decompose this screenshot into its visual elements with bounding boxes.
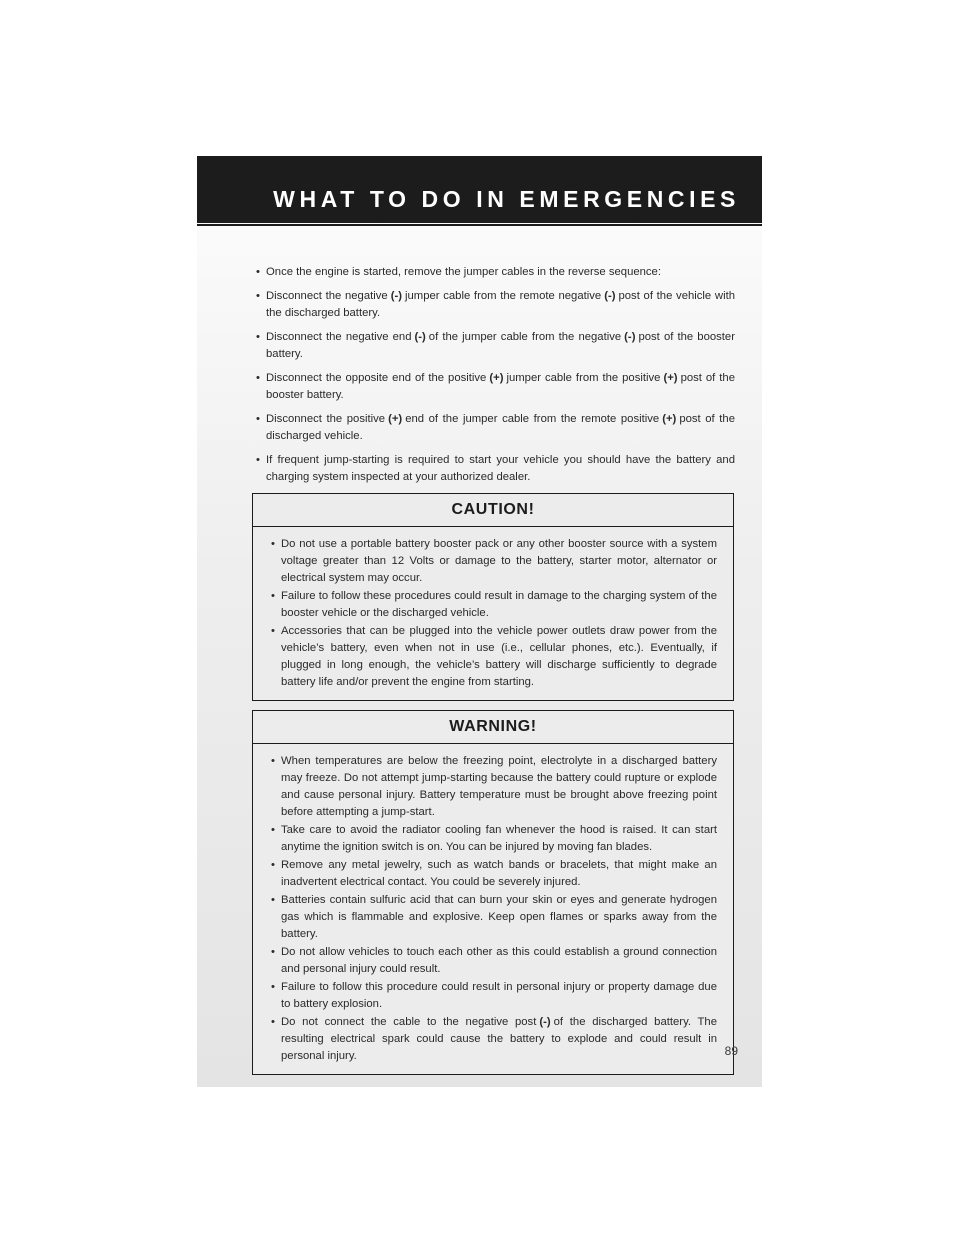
page-number: 89 — [724, 1044, 738, 1058]
polarity-symbol: (-) — [604, 290, 616, 302]
list-item — [254, 452, 735, 486]
section-title: WHAT TO DO IN EMERGENCIES — [273, 186, 740, 212]
bullet-icon: • — [271, 755, 275, 767]
list-item — [254, 329, 735, 363]
item-text: post of the booster battery. — [266, 331, 735, 360]
warning-list — [269, 753, 717, 1065]
bullet-icon: • — [271, 590, 275, 602]
item-text: of the jumper cable from the negative — [428, 331, 622, 343]
caution-title: CAUTION! — [253, 494, 733, 527]
bullet-icon: • — [256, 372, 260, 384]
item-text: Take care to avoid the radiator cooling fan whenever the hood is raised. It can start anytime the ignition switch is on. You can be injured by moving fan blades. — [281, 824, 717, 853]
list-item — [269, 944, 717, 978]
bullet-icon: • — [271, 981, 275, 993]
item-text: jumper cable from the positive — [506, 372, 661, 384]
list-item — [254, 370, 735, 404]
item-text: jumper cable from the remote negative — [405, 290, 602, 302]
item-text: end of the jumper cable from the remote positive — [405, 413, 660, 425]
item-text: Do not connect the cable to the negative post — [281, 1016, 537, 1028]
list-item — [269, 588, 717, 622]
item-text: post of the booster battery. — [266, 372, 735, 401]
caution-list — [269, 536, 717, 691]
polarity-symbol: (+) — [489, 372, 504, 384]
item-text: Disconnect the positive — [266, 413, 386, 425]
section-header — [197, 156, 762, 223]
bullet-icon: • — [271, 538, 275, 550]
bullet-icon: • — [271, 824, 275, 836]
item-text: post of the discharged vehicle. — [266, 413, 735, 442]
list-item — [269, 857, 717, 891]
manual-page — [197, 156, 762, 1087]
item-text: If frequent jump-starting is required to start your vehicle you should have the battery and charging system inspected at your authorized dealer. — [266, 454, 735, 483]
page-content — [254, 264, 735, 1075]
list-item — [269, 892, 717, 943]
header-rule — [197, 224, 762, 226]
warning-box — [252, 710, 734, 1075]
polarity-symbol: (+) — [388, 413, 403, 425]
warning-title: WARNING! — [253, 711, 733, 744]
bullet-icon: • — [256, 290, 260, 302]
bullet-icon: • — [256, 413, 260, 425]
polarity-symbol: (-) — [414, 331, 426, 343]
bullet-icon: • — [256, 266, 260, 278]
item-text: Do not use a portable battery booster pack or any other booster source with a system voltage greater than 12 Volts or damage to the battery, starter motor, alternator or electrical system may occur. — [281, 538, 717, 584]
item-text: When temperatures are below the freezing point, electrolyte in a discharged battery may freeze. Do not attempt jump-starting because the battery could rupture or explode and cause personal injury. Battery temperature must be brought above freezing point before attempting a jump-start. — [281, 755, 717, 818]
list-item — [254, 411, 735, 445]
list-item — [269, 753, 717, 821]
item-text: Disconnect the negative — [266, 290, 388, 302]
item-text: Failure to follow these procedures could result in damage to the charging system of the booster vehicle or the discharged vehicle. — [281, 590, 717, 619]
polarity-symbol: (+) — [663, 372, 678, 384]
list-item — [269, 822, 717, 856]
item-text: Once the engine is started, remove the jumper cables in the reverse sequence: — [266, 266, 661, 278]
item-text: Remove any metal jewelry, such as watch bands or bracelets, that might make an inadvertent electrical contact. You could be severely injured. — [281, 859, 717, 888]
bullet-icon: • — [271, 859, 275, 871]
bullet-icon: • — [271, 946, 275, 958]
item-text: Accessories that can be plugged into the vehicle power outlets draw power from the vehicle’s battery, even when not in use (i.e., cellular phones, etc.). Eventually, if plugged in long enough, the vehicle’s battery will discharge sufficiently to degrade battery life and/or prevent the engine from starting. — [281, 625, 717, 688]
item-text: Disconnect the opposite end of the positive — [266, 372, 487, 384]
item-text: Do not allow vehicles to touch each other as this could establish a ground connection and personal injury could result. — [281, 946, 717, 975]
list-item — [254, 288, 735, 322]
bullet-icon: • — [256, 331, 260, 343]
polarity-symbol: (-) — [390, 290, 402, 302]
item-text: Disconnect the negative end — [266, 331, 412, 343]
item-text: post of the vehicle with the discharged battery. — [266, 290, 735, 319]
caution-box — [252, 493, 734, 701]
item-text: Failure to follow this procedure could result in personal injury or property damage due to battery explosion. — [281, 981, 717, 1010]
item-text: Batteries contain sulfuric acid that can burn your skin or eyes and generate hydrogen gas which is flammable and explosive. Keep open flames or sparks away from the battery. — [281, 894, 717, 940]
item-text: of the discharged battery. The resulting electrical spark could cause the battery to explode and could result in personal injury. — [281, 1016, 717, 1062]
bullet-icon: • — [271, 1016, 275, 1028]
polarity-symbol: (-) — [539, 1016, 551, 1028]
bullet-icon: • — [271, 894, 275, 906]
list-item — [269, 979, 717, 1013]
bullet-icon: • — [256, 454, 260, 466]
polarity-symbol: (+) — [662, 413, 677, 425]
list-item — [269, 536, 717, 587]
list-item — [269, 1014, 717, 1065]
bullet-icon: • — [271, 625, 275, 637]
procedure-list — [254, 264, 735, 486]
list-item — [269, 623, 717, 691]
polarity-symbol: (-) — [624, 331, 636, 343]
list-item — [254, 264, 735, 281]
